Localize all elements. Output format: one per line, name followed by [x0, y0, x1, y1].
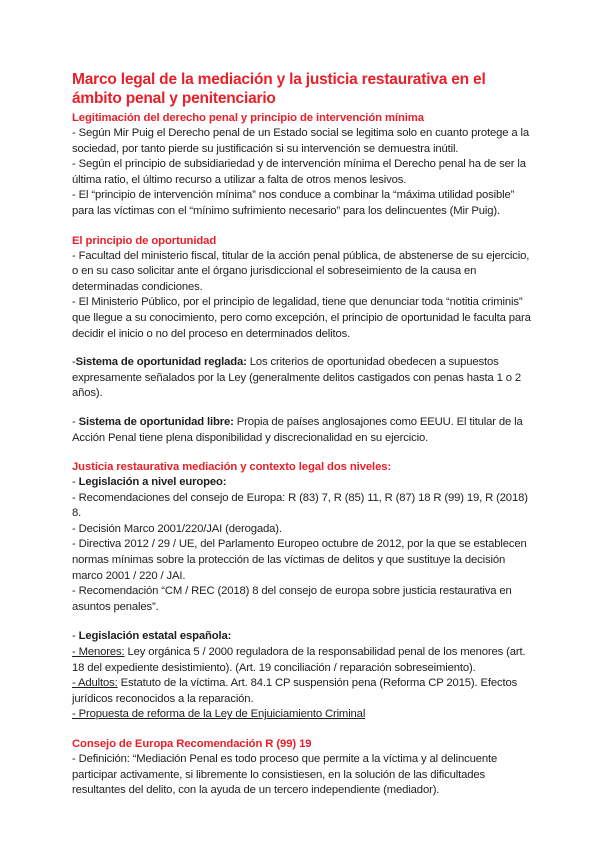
definition-oportunidad-libre: Propia de países anglosajones como EEUU. El titular de la Acción Penal tiene plena disponibilidad y discrecionalidad en su ejercicio. — [72, 415, 523, 444]
term-menores: - Menores: — [72, 646, 125, 659]
paragraph-subsidiariedad: - Según el principio de subsidiariedad y de intervención mínima el Derecho penal ha de ser la última ratio, el último recurso a utilizar a falta de otros menos lesivos. — [72, 158, 526, 186]
text-adultos: Estatuto de la víctima. Art. 84.1 CP suspensión pena (Reforma CP 2015). Efectos jurídicos reconocidos a la reparación. — [72, 677, 518, 705]
paragraph-oportunidad-libre — [72, 415, 532, 446]
paragraph-intervencion-minima: - El “principio de intervención mínima” nos conduce a combinar la “máxima utilidad posible” para las víctimas con el “mínimo sufrimiento necesario” para los delincuentes (Mir Puig). — [72, 189, 515, 217]
term-oportunidad-libre: Sistema de oportunidad libre: — [78, 415, 234, 428]
bullet-prefix: - — [72, 415, 79, 428]
section-heading-legitimacion: Legitimación del derecho penal y principio de intervención mínima — [72, 112, 424, 124]
definition-oportunidad-reglada: Los criterios de oportunidad obedecen a supuestos expresamente señalados por la Ley (generalmente delitos castigados con penas hasta 1 o 2 años). — [72, 356, 522, 400]
spacer — [72, 342, 532, 355]
list-item-propuesta-reforma: - Propuesta de reforma de la Ley de Enjuiciamiento Criminal — [72, 708, 366, 721]
term-oportunidad-reglada: Sistema de oportunidad reglada: — [75, 356, 247, 369]
paragraph-ministerio-publico: - El Ministerio Público, por el principio de legalidad, tiene que denunciar toda “notitia criminis” que llegue a su conocimiento, pero como excepción, el principio de oportunidad le faculta para decidir el inicio o no del proceso en determinados delitos. — [72, 296, 531, 340]
bullet-prefix: - — [72, 476, 79, 489]
paragraph-facultad-fiscal: - Facultad del ministerio fiscal, titular de la acción penal pública, de abstenerse de su ejercicio, o en su caso solicitar ante el órgano jurisdiccional el sobreseimiento de la causa en determinadas condiciones. — [72, 249, 530, 293]
subheading-legislacion-estatal — [72, 629, 532, 645]
list-item-directiva: - Directiva 2012 / 29 / UE, del Parlamento Europeo octubre de 2012, por la que se establecen normas mínimas sobre la protección de las víctimas de delitos y que sustituye la decisión marco 2001 / 220 / JAI. — [72, 538, 527, 582]
paragraph-oportunidad-reglada — [72, 355, 532, 402]
spacer — [72, 446, 532, 460]
list-item-menores — [72, 645, 532, 676]
section-heading-justicia-restaurativa: Justicia restaurativa mediación y contexto legal dos niveles: — [72, 461, 392, 474]
list-item-adultos — [72, 676, 532, 707]
paragraph-definicion-mediacion: - Definición: “Mediación Penal es todo proceso que permite a la víctima y al delincuente participar activamente, si libremente lo consistiesen, en la solución de las dificultades resultantes del delito, con la ayuda de un tercero independiente (mediador). — [72, 753, 498, 797]
term-legislacion-estatal: Legislación estatal española: — [78, 630, 232, 643]
bullet-prefix: - — [72, 356, 76, 369]
bullet-prefix: - — [72, 630, 79, 643]
document-title: Marco legal de la mediación y la justicia restaurativa en el ámbito penal y penitenciario — [72, 71, 486, 107]
list-item-recomendacion-cm: - Recomendación “CM / REC (2018) 8 del consejo de europa sobre justicia restaurativa en asuntos penales”. — [72, 585, 512, 613]
paragraph-mir-puig: - Según Mir Puig el Derecho penal de un Estado social se legitima solo en cuanto protege a la sociedad, por tanto pierde su justificación si su intervención se demuestra inútil. — [72, 127, 530, 155]
spacer — [72, 402, 532, 415]
term-legislacion-europea: Legislación a nivel europeo: — [78, 476, 227, 489]
spacer — [72, 220, 532, 234]
spacer — [72, 723, 532, 737]
list-item-recomendaciones: - Recomendaciones del consejo de Europa: R (83) 7, R (85) 11, R (87) 18 R (99) 19, R (2018) 8. — [72, 491, 528, 520]
section-heading-oportunidad: El principio de oportunidad — [72, 234, 217, 247]
text-menores: Ley orgánica 5 / 2000 reguladora de la responsabilidad penal de los menores (art. 18 del expediente desistimiento). (Art. 19 conciliación / reparación sobreseimiento). — [72, 646, 526, 674]
subheading-legislacion-europea — [72, 475, 532, 491]
section-heading-consejo-europa: Consejo de Europa Recomendación R (99) 19 — [72, 738, 312, 750]
spacer — [72, 615, 532, 629]
term-adultos: - Adultos: — [72, 677, 118, 690]
document-body — [72, 70, 532, 799]
list-item-decision-marco: - Decisión Marco 2001/220/JAI (derogada). — [72, 522, 282, 535]
